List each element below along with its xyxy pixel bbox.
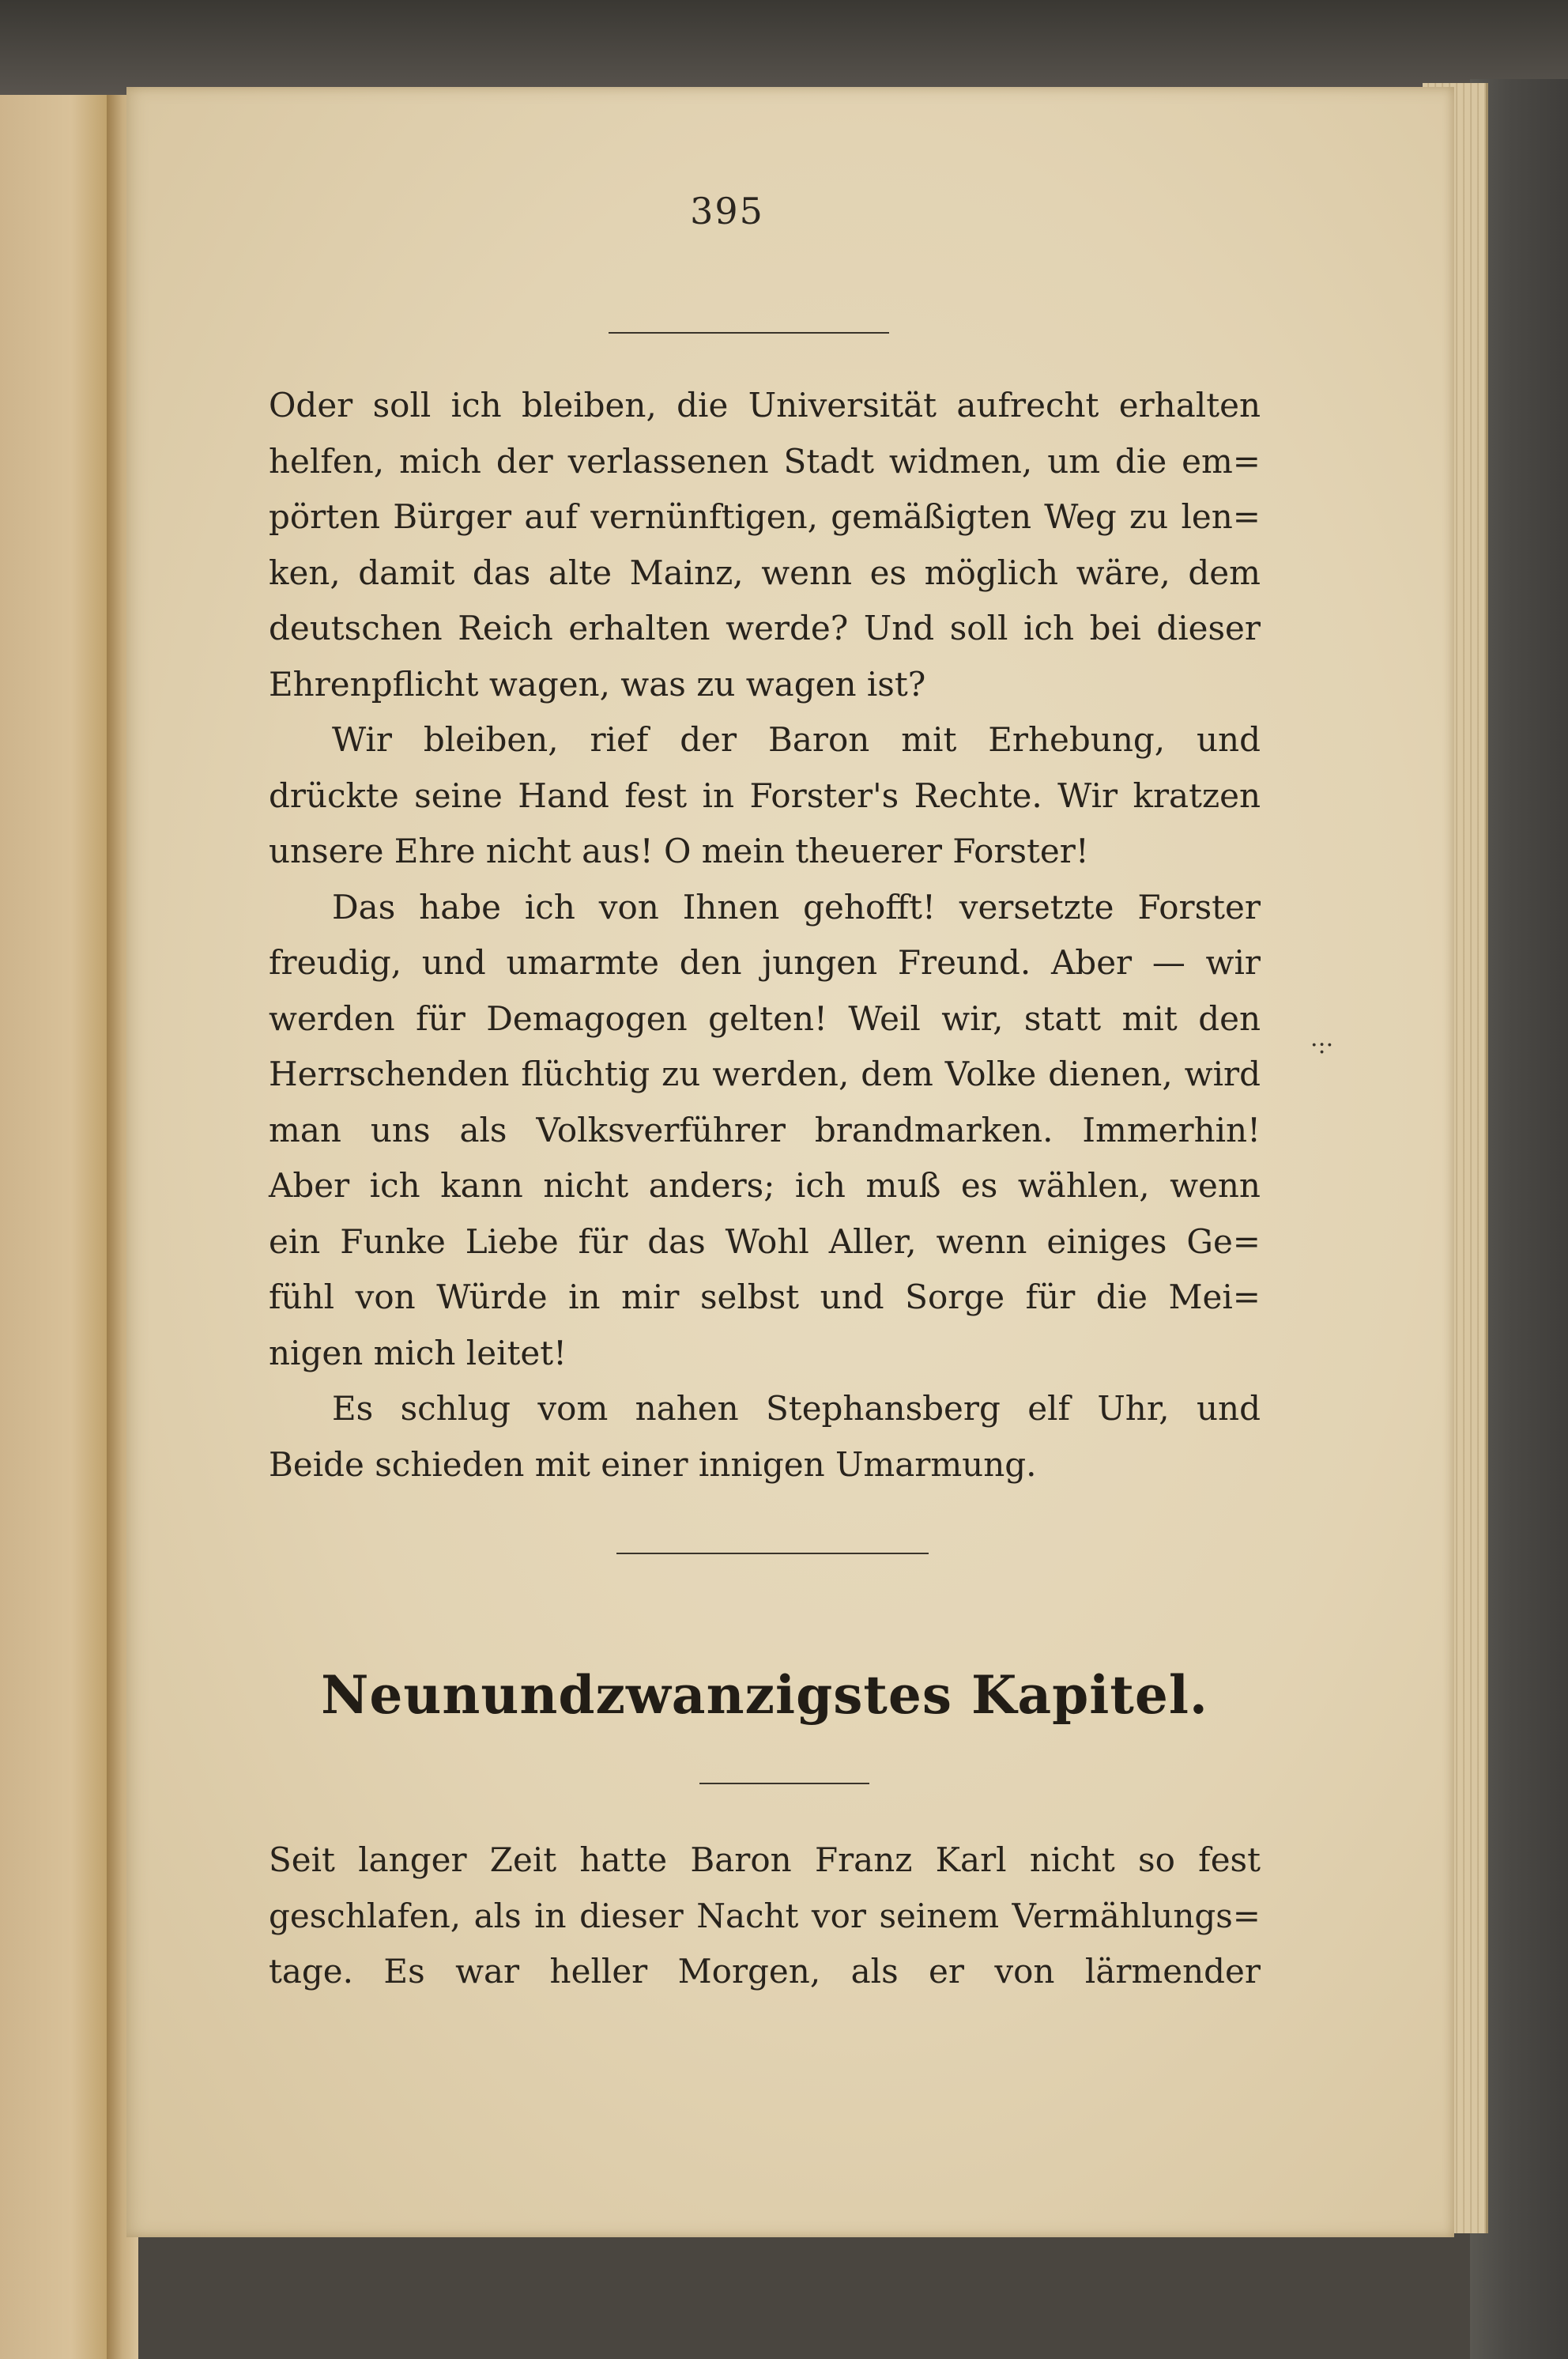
text-line: man uns als Volksverführer brandmarken. Immerhin! bbox=[269, 1110, 1261, 1149]
text-line: Seit langer Zeit hatte Baron Franz Karl nicht so fest bbox=[269, 1840, 1261, 1879]
text-line: helfen, mich der verlassenen Stadt widmen, um die em= bbox=[269, 441, 1261, 481]
text-block-main bbox=[269, 378, 1261, 1493]
header-rule bbox=[609, 332, 889, 334]
text-line: Aber ich kann nicht anders; ich muß es wählen, wenn bbox=[269, 1166, 1261, 1205]
text-block-chapter bbox=[269, 1832, 1261, 2000]
text-line: Oder soll ich bleiben, die Universität aufrecht erhalten bbox=[269, 386, 1261, 425]
text-line: freudig, und umarmte den jungen Freund. Aber — wir bbox=[269, 943, 1261, 982]
section-divider-rule bbox=[616, 1553, 929, 1554]
paragraph-2 bbox=[269, 712, 1261, 880]
text-line: unsere Ehre nicht aus! O mein theuerer Forster! bbox=[269, 832, 1089, 870]
text-line: Beide schieden mit einer innigen Umarmung. bbox=[269, 1444, 1037, 1484]
text-line: Das habe ich von Ihnen gehofft! versetzte Forster bbox=[332, 887, 1261, 927]
text-line: Herrschenden flüchtig zu werden, dem Volke dienen, wird bbox=[269, 1055, 1261, 1093]
paragraph-1 bbox=[269, 378, 1261, 712]
text-line: geschlafen, als in dieser Nacht vor seinem Vermählungs= bbox=[269, 1896, 1261, 1935]
chapter-title-rule bbox=[699, 1783, 869, 1784]
text-line: Wir bleiben, rief der Baron mit Erhebung, und bbox=[332, 720, 1261, 759]
text-line: drückte seine Hand fest in Forster's Rechte. Wir kratzen bbox=[269, 776, 1261, 815]
paragraph-3 bbox=[269, 880, 1261, 1382]
text-line: Es schlug vom nahen Stephansberg elf Uhr, und bbox=[332, 1389, 1261, 1428]
text-line: Ehrenpflicht wagen, was zu wagen ist? bbox=[269, 664, 926, 704]
paragraph-4 bbox=[269, 1381, 1261, 1493]
text-line: fühl von Würde in mir selbst und Sorge für die Mei= bbox=[269, 1278, 1261, 1316]
text-line: werden für Demagogen gelten! Weil wir, statt mit den bbox=[269, 998, 1261, 1038]
text-line: tage. Es war heller Morgen, als er von lärmender bbox=[269, 1952, 1261, 1991]
page-number: 395 bbox=[690, 190, 764, 232]
text-line: deutschen Reich erhalten werde? Und soll ich bei dieser bbox=[269, 609, 1261, 647]
text-line: pörten Bürger auf vernünftigen, gemäßigten Weg zu len= bbox=[269, 497, 1261, 536]
margin-dot-mark: ·:· bbox=[1310, 1032, 1334, 1059]
previous-page-edge bbox=[0, 95, 119, 2359]
chapter-paragraph bbox=[269, 1832, 1261, 2000]
chapter-title: Neunundzwanzigstes Kapitel. bbox=[321, 1664, 1208, 1726]
text-line: ken, damit das alte Mainz, wenn es möglich wäre, dem bbox=[269, 553, 1261, 592]
text-line: nigen mich leitet! bbox=[269, 1333, 567, 1372]
text-line: ein Funke Liebe für das Wohl Aller, wenn einiges Ge= bbox=[269, 1221, 1261, 1261]
